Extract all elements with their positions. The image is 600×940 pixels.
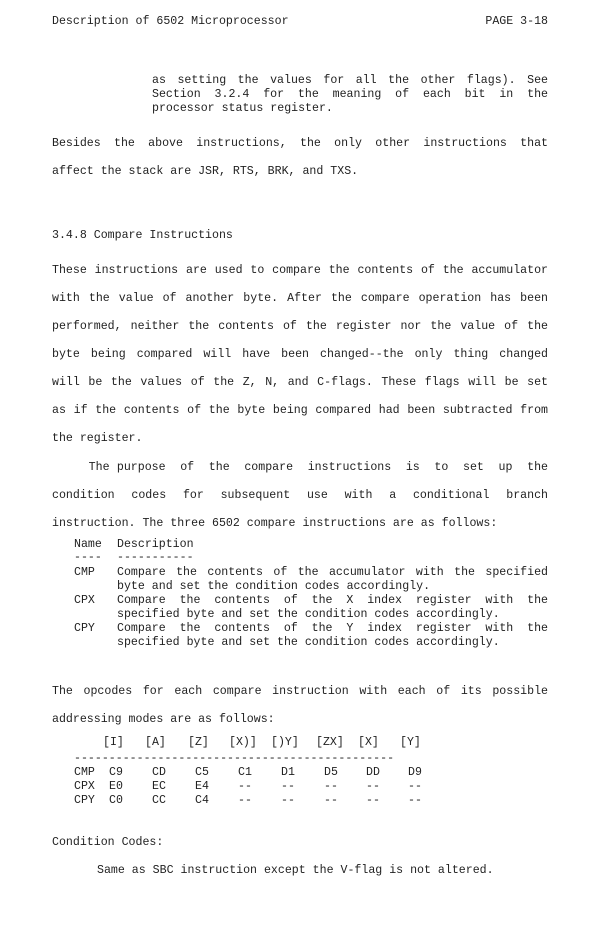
table-cell: C0 (109, 794, 123, 807)
description-line: Compare the contents of the X index register with the (117, 594, 548, 607)
table-cell: C1 (238, 766, 252, 779)
paragraph-line: with the value of another byte. After the compare operation has been (52, 292, 548, 305)
table-cell: -- (324, 780, 338, 793)
instruction-name: CMP (74, 566, 95, 579)
instruction-name: CPY (74, 622, 95, 635)
list-rule-description: ----------- (117, 551, 194, 564)
paragraph-line: The opcodes for each compare instruction with each of its possible (52, 685, 548, 698)
stack-paragraph (52, 130, 548, 186)
table-cell: DD (366, 766, 380, 779)
intro-line: as setting the values for all the other flags). See (152, 74, 548, 87)
paragraph-line: byte being compared will have been changed--the only thing changed (52, 348, 548, 361)
table-cell: -- (238, 780, 252, 793)
compare-paragraph (52, 257, 548, 453)
paragraph-line: the register. (52, 432, 143, 445)
table-cell: E4 (195, 780, 209, 793)
table-cell: D5 (324, 766, 338, 779)
table-row-name: CPX (74, 780, 95, 793)
table-row (0, 780, 600, 794)
table-cell: -- (238, 794, 252, 807)
description-line: specified byte and set the condition codes accordingly. (117, 608, 500, 621)
paragraph-line: as if the contents of the byte being compared had been subtracted from (52, 404, 548, 417)
list-rule-name: ---- (74, 551, 102, 564)
instruction-name: CPX (74, 594, 95, 607)
table-header-cell: [ZX] (316, 736, 344, 749)
table-cell: D1 (281, 766, 295, 779)
paragraph-line: performed, neither the contents of the register nor the value of the (52, 320, 548, 333)
paragraph-line: addressing modes are as follows: (52, 713, 275, 726)
instruction-description (117, 566, 548, 594)
description-line: Compare the contents of the Y index register with the (117, 622, 548, 635)
table-row (0, 794, 600, 808)
instruction-description (117, 622, 548, 650)
table-row (0, 766, 600, 780)
table-cell: C5 (195, 766, 209, 779)
table-cell: C4 (195, 794, 209, 807)
condition-codes-heading: Condition Codes: (52, 836, 164, 849)
table-cell: -- (408, 794, 422, 807)
intro-continuation (152, 74, 548, 116)
page-number: PAGE 3-18 (485, 15, 548, 28)
table-cell: -- (408, 780, 422, 793)
table-cell: CD (152, 766, 166, 779)
table-cell: C9 (109, 766, 123, 779)
condition-codes-text: Same as SBC instruction except the V-flag is not altered. (97, 864, 494, 877)
table-header-cell: [Z] (188, 736, 209, 749)
table-cell: D9 (408, 766, 422, 779)
list-header-description: Description (117, 538, 194, 551)
table-header-cell: [)Y] (271, 736, 299, 749)
paragraph-line: These instructions are used to compare the contents of the accumulator (52, 264, 548, 277)
section-heading: 3.4.8 Compare Instructions (52, 229, 233, 242)
table-row-name: CMP (74, 766, 95, 779)
intro-line: Section 3.2.4 for the meaning of each bit in the (152, 88, 548, 101)
description-line: Compare the contents of the accumulator with the specified (117, 566, 548, 579)
list-header-name: Name (74, 538, 102, 551)
table-cell: E0 (109, 780, 123, 793)
table-cell: EC (152, 780, 166, 793)
paragraph-line: The purpose of the compare instructions is to set up the (52, 461, 548, 474)
table-cell: -- (281, 780, 295, 793)
table-cell: -- (281, 794, 295, 807)
table-header-cell: [X)] (229, 736, 257, 749)
instruction-description (117, 594, 548, 622)
purpose-paragraph (52, 454, 548, 538)
paragraph-line: condition codes for subsequent use with a conditional branch (52, 489, 548, 502)
table-header-row (0, 736, 600, 750)
description-line: byte and set the condition codes accordingly. (117, 580, 431, 593)
table-cell: -- (324, 794, 338, 807)
description-line: specified byte and set the condition codes accordingly. (117, 636, 500, 649)
intro-line: processor status register. (152, 102, 333, 115)
opcodes-paragraph (52, 678, 548, 734)
page-header-title: Description of 6502 Microprocessor (52, 15, 289, 28)
table-rule: ---------------------------------------------- (74, 752, 395, 765)
paragraph-line: instruction. The three 6502 compare instructions are as follows: (52, 517, 498, 530)
table-cell: CC (152, 794, 166, 807)
table-cell: -- (366, 794, 380, 807)
table-row-name: CPY (74, 794, 95, 807)
table-header-cell: [X] (358, 736, 379, 749)
table-header-cell: [Y] (400, 736, 421, 749)
paragraph-line: affect the stack are JSR, RTS, BRK, and TXS. (52, 165, 359, 178)
table-header-cell: [A] (145, 736, 166, 749)
paragraph-line: Besides the above instructions, the only other instructions that (52, 137, 548, 150)
paragraph-line: will be the values of the Z, N, and C-flags. These flags will be set (52, 376, 548, 389)
table-cell: -- (366, 780, 380, 793)
table-header-cell: [I] (103, 736, 124, 749)
